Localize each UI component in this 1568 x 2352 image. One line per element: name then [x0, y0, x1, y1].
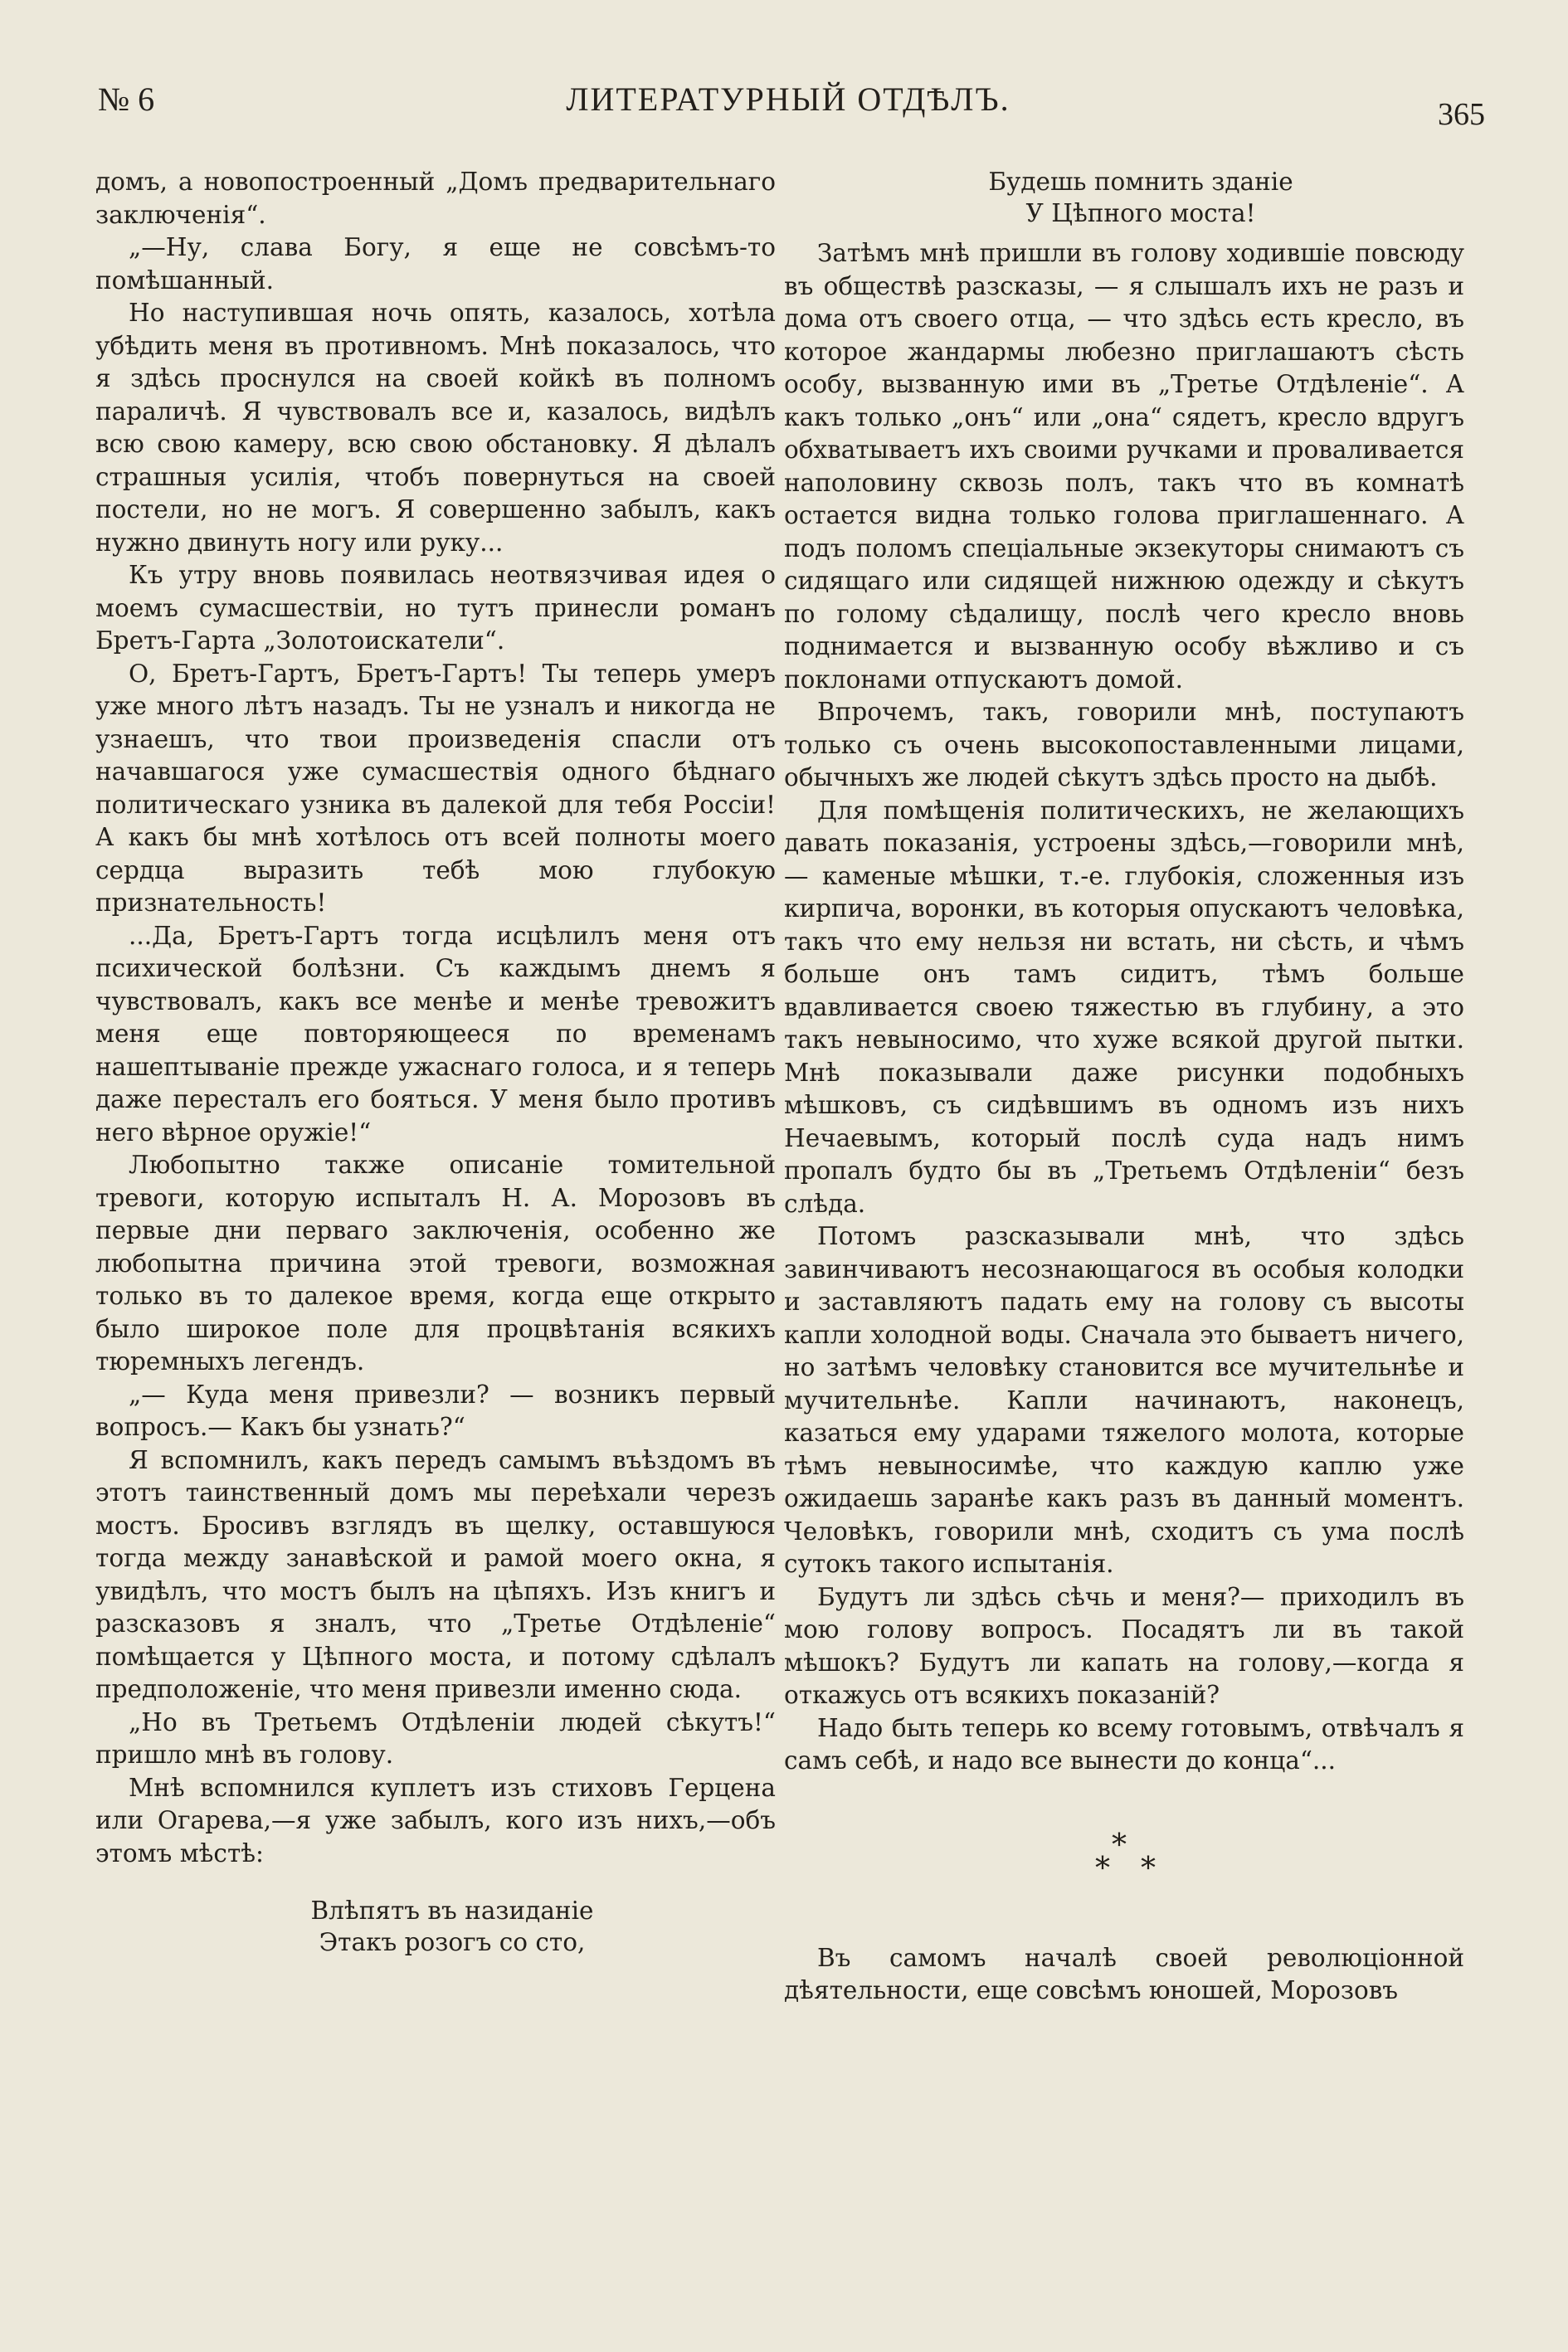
verse-line: Влѣпятъ въ назиданіе: [310, 1897, 594, 1925]
paragraph: Я вспомнилъ, какъ передъ самымъ въѣздомъ въ этотъ таинственный домъ мы переѣхали черезъ мостъ. Бросивъ взглядъ въ щелку, оставшуюся тогда между занавѣской и рамой моего окна, я увидѣлъ, что мостъ былъ на цѣпяхъ. Изъ книгъ и разсказовъ я зналъ, что „Третье Отдѣленіе“ помѣщается у Цѣпного моста, и потому сдѣлалъ предположеніе, что меня привезли именно сюда.: [95, 1445, 776, 1703]
verse-line: Будешь помнить зданіе: [988, 168, 1293, 196]
paragraph: „— Куда меня привезли? — возникъ первый вопросъ.— Какъ бы узнать?“: [95, 1380, 776, 1441]
paragraph: Для помѣщенія политическихъ, не желающихъ давать показанія, устроены здѣсь,—говорили мнѣ, — каменые мѣшки, т.-е. глубокія, сложенныя изъ кирпича, воронки, въ которыя опускаютъ человѣка, такъ что ему нельзя ни встать, ни сѣсть, и чѣмъ больше онъ тамъ сидитъ, тѣмъ больше вдавливается своею тяжестью въ глубину, а это такъ невыносимо, что хуже всякой другой пытки. Мнѣ показывали даже рисунки подобныхъ мѣшковъ, съ сидѣвшимъ въ одномъ изъ нихъ Нечаевымъ, который послѣ суда надъ нимъ пропалъ будто бы въ „Третьемъ Отдѣленіи“ безъ слѣда.: [784, 796, 1464, 1218]
verse-line: Этакъ розогъ со сто,: [319, 1928, 586, 1956]
right-column: [784, 166, 1464, 2008]
running-header: [91, 80, 1485, 132]
paragraph: Въ самомъ началѣ своей революціонной дѣятельности, еще совсѣмъ юношей, Морозовъ: [784, 1943, 1464, 2004]
paragraph: Но наступившая ночь опять, казалось, хотѣла убѣдить меня въ противномъ. Мнѣ показалось, что я здѣсь проснулся на своей койкѣ въ полномъ параличѣ. Я чувствовалъ все и, казалось, видѣлъ всю свою камеру, всю свою обстановку. Я дѣлалъ страшныя усилія, чтобъ повернуться на своей постели, но не могъ. Я совершенно забылъ, какъ нужно двинуть ногу или руку...: [95, 299, 776, 557]
issue-number: № 6: [98, 80, 155, 118]
paragraph: Любопытно также описаніе томительной тревоги, которую испыталъ Н. А. Морозовъ въ первые дни перваго заключенія, особенно же любопытна причина этой тревоги, возможная только въ то далекое время, когда еще открыто было широкое поле для процвѣтанія всякихъ тюремныхъ легендъ.: [95, 1151, 776, 1376]
paragraph: Къ утру вновь появилась неотвязчивая идея о моемъ сумасшествіи, но тутъ принесли романъ Бретъ-Гарта „Золотоискатели“.: [95, 561, 776, 655]
paragraph: Мнѣ вспомнился куплетъ изъ стиховъ Герцена или Огарева,—я уже забылъ, кого изъ нихъ,—объ этомъ мѣстѣ:: [95, 1773, 776, 1867]
paragraph: Потомъ разсказывали мнѣ, что здѣсь завинчиваютъ несознающагося въ особыя колодки и заставляютъ падать ему на голову съ высоты капли холодной воды. Сначала это бываетъ ничего, но затѣмъ человѣку становится все мучительнѣе и мучительнѣе. Капли начинаютъ, наконецъ, казаться ему ударами тяжелого молота, которые тѣмъ невыносимѣе, что каждую каплю уже ожидаешь заранѣе какъ разъ въ данный моментъ. Человѣкъ, говорили мнѣ, сходитъ съ ума послѣ сутокъ такого испытанія.: [784, 1222, 1464, 1578]
section-title: ЛИТЕРАТУРНЫЙ ОТДѢЛЪ.: [566, 80, 1010, 118]
paragraph: „Но въ Третьемъ Отдѣленіи людей сѣкутъ!“ пришло мнѣ въ голову.: [95, 1707, 776, 1769]
paragraph: „—Ну, слава Богу, я еще не совсѣмъ-то помѣшанный.: [95, 233, 776, 295]
left-column: [95, 166, 776, 1958]
page-number: 365: [1438, 97, 1485, 132]
paragraph: О, Бретъ-Гартъ, Бретъ-Гартъ! Ты теперь умеръ уже много лѣтъ назадъ. Ты не узналъ и никогда не узнаешъ, что твои произведенія спасли отъ начавшагося уже сумасшествія одного бѣднаго политическаго узника въ далекой для тебя Россіи! А какъ бы мнѣ хотѣлось отъ всей полноты моего сердца выразить тебѣ мою глубокую признательность!: [95, 659, 776, 917]
paragraph: Впрочемъ, такъ, говорили мнѣ, поступаютъ только съ очень высокопоставленными лицами, обычныхъ же людей сѣкутъ здѣсь просто на дыбѣ.: [784, 698, 1464, 791]
asterisk: *: [1141, 1851, 1156, 1886]
paragraph: Надо быть теперь ко всему готовымъ, отвѣчалъ я самъ себѣ, и надо все вынести до конца“...: [784, 1713, 1464, 1775]
asterisk: *: [1112, 1828, 1127, 1863]
asterisk: *: [1095, 1851, 1110, 1886]
paragraph: Затѣмъ мнѣ пришли въ голову ходившіе повсюду въ обществѣ разсказы, — я слышалъ ихъ не разъ и дома отъ своего отца, — что здѣсь есть кресло, въ которое жандармы любезно приглашаютъ сѣсть особу, вызванную ими въ „Третье Отдѣленіе“. А какъ только „онъ“ или „она“ сядетъ, кресло вдругъ обхватываетъ ихъ своими ручками и проваливается наполовину сквозь полъ, такъ что въ комнатѣ остается видна только голова приглашеннаго. А подъ поломъ спеціальные экзекуторы снимаютъ съ сидящаго или сидящей нижнюю одежду и сѣкутъ по голому сѣдалищу, послѣ чего кресло вновь поднимается и вызванную особу вѣжливо и съ поклонами отпускаютъ домой.: [784, 239, 1464, 694]
paragraph: ...Да, Бретъ-Гартъ тогда исцѣлилъ меня отъ психической болѣзни. Съ каждымъ днемъ я чувствовалъ, какъ все менѣе и менѣе тревожитъ меня еще повторяющееся по временамъ нашептываніе прежде ужаснаго голоса, и я теперь даже пересталъ его бояться. У меня было противъ него вѣрное оружіе!“: [95, 921, 776, 1147]
paragraph: Будутъ ли здѣсь сѣчь и меня?— приходилъ въ мою голову вопросъ. Посадятъ ли въ такой мѣшокъ? Будутъ ли капать на голову,—когда я откажусь отъ всякихъ показаній?: [784, 1582, 1464, 1709]
paragraph: домъ, а новопостроенный „Домъ предварительнаго заключенія“.: [95, 168, 776, 229]
verse-line: У Цѣпного моста!: [1025, 199, 1256, 227]
section-divider: [784, 1829, 1464, 1887]
